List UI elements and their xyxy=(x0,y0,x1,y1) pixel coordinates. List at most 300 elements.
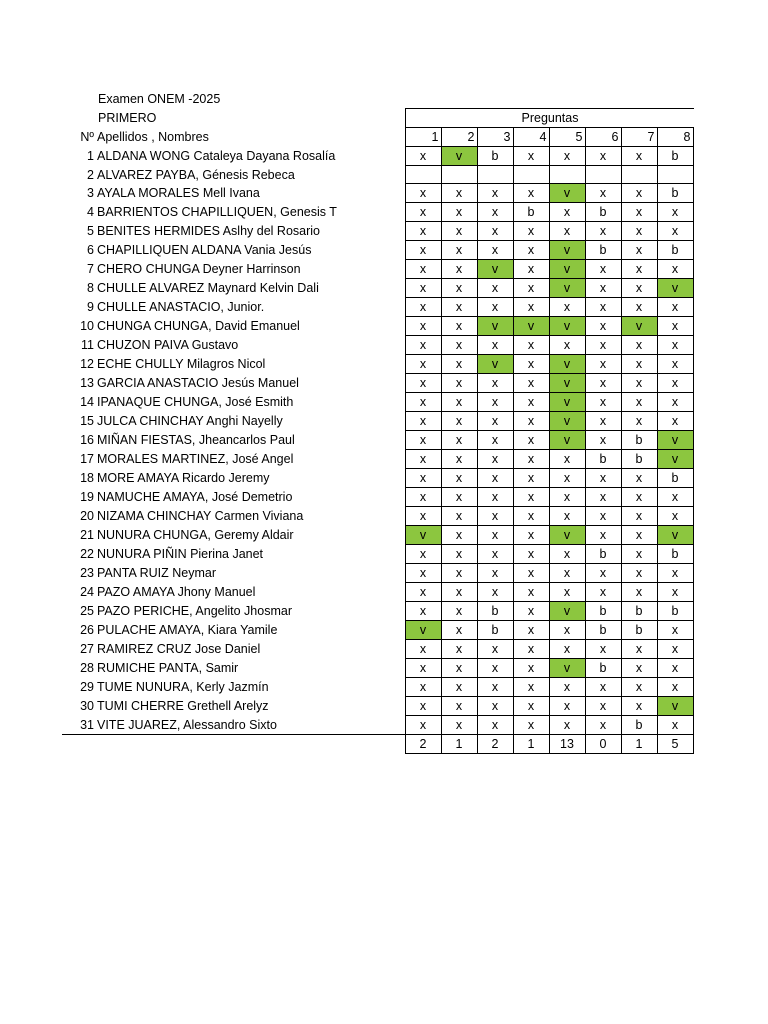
student-number: 13 xyxy=(80,376,94,391)
answer-cell[interactable]: x xyxy=(405,203,441,222)
answer-cell[interactable]: x xyxy=(585,222,621,241)
answer-cell[interactable]: x xyxy=(657,564,693,583)
answer-cell[interactable]: x xyxy=(585,393,621,412)
answer-cell[interactable]: x xyxy=(549,147,585,166)
student-row xyxy=(62,469,693,488)
answer-cell[interactable]: x xyxy=(441,526,477,545)
answer-cell[interactable]: x xyxy=(405,583,441,602)
answer-cell[interactable]: x xyxy=(441,431,477,450)
answer-cell[interactable]: x xyxy=(621,147,657,166)
answer-cell[interactable]: x xyxy=(441,488,477,507)
student-number: 14 xyxy=(80,395,94,410)
answer-cell[interactable]: v xyxy=(621,317,657,336)
answer-cell[interactable]: x xyxy=(405,298,441,317)
answer-cell[interactable]: v xyxy=(477,317,513,336)
answer-cell[interactable]: x xyxy=(549,621,585,640)
answer-cell[interactable]: x xyxy=(405,279,441,298)
question-number: 8 xyxy=(657,128,693,147)
answer-cell[interactable]: v xyxy=(549,260,585,279)
answer-cell[interactable]: x xyxy=(585,355,621,374)
answer-cell[interactable]: x xyxy=(405,678,441,697)
answer-cell[interactable]: x xyxy=(477,640,513,659)
answer-cell[interactable]: v xyxy=(549,317,585,336)
answer-cell[interactable]: x xyxy=(657,203,693,222)
answer-cell[interactable]: x xyxy=(513,393,549,412)
answer-cell[interactable]: v xyxy=(549,279,585,298)
answer-cell[interactable]: v xyxy=(405,621,441,640)
total-cell: 13 xyxy=(549,735,585,754)
answer-cell[interactable]: x xyxy=(477,678,513,697)
answer-cell[interactable]: x xyxy=(657,336,693,355)
answer-cell[interactable]: x xyxy=(405,374,441,393)
answer-cell[interactable]: x xyxy=(441,469,477,488)
answer-cell[interactable]: x xyxy=(513,716,549,735)
student-number: 26 xyxy=(80,623,94,638)
answer-cell[interactable]: x xyxy=(621,355,657,374)
answer-cell[interactable]: x xyxy=(477,507,513,526)
header-num: Nº xyxy=(80,130,94,144)
student-number: 15 xyxy=(80,414,94,429)
answer-cell[interactable]: b xyxy=(585,545,621,564)
answer-cell[interactable]: x xyxy=(513,678,549,697)
results-table xyxy=(62,127,694,754)
student-number: 18 xyxy=(80,471,94,486)
answer-cell[interactable]: x xyxy=(549,450,585,469)
answer-cell[interactable]: b xyxy=(657,147,693,166)
answer-cell[interactable]: x xyxy=(585,583,621,602)
answer-cell[interactable]: x xyxy=(441,678,477,697)
question-number: 2 xyxy=(441,128,477,147)
answer-cell[interactable]: x xyxy=(477,336,513,355)
student-row xyxy=(62,450,693,469)
answer-cell[interactable]: x xyxy=(513,260,549,279)
total-cell: 1 xyxy=(621,735,657,754)
answer-cell[interactable]: x xyxy=(585,678,621,697)
answer-cell[interactable]: x xyxy=(477,374,513,393)
answer-cell[interactable]: x xyxy=(441,507,477,526)
answer-cell[interactable]: x xyxy=(477,184,513,203)
answer-cell[interactable]: x xyxy=(621,678,657,697)
answer-cell[interactable]: x xyxy=(549,222,585,241)
answer-cell[interactable]: x xyxy=(405,317,441,336)
answer-cell[interactable]: x xyxy=(405,716,441,735)
answer-cell[interactable]: x xyxy=(441,450,477,469)
answer-cell[interactable]: x xyxy=(477,564,513,583)
answer-cell[interactable]: v xyxy=(549,393,585,412)
student-name: RUMICHE PANTA, Samir xyxy=(97,661,239,676)
answer-cell[interactable]: x xyxy=(585,431,621,450)
answer-cell[interactable]: x xyxy=(441,279,477,298)
answer-cell[interactable]: x xyxy=(441,583,477,602)
answer-cell[interactable]: x xyxy=(477,716,513,735)
answer-cell[interactable]: x xyxy=(405,431,441,450)
answer-cell[interactable]: x xyxy=(513,336,549,355)
answer-cell[interactable]: x xyxy=(477,222,513,241)
answer-cell[interactable]: b xyxy=(657,545,693,564)
student-row xyxy=(62,241,693,260)
answer-cell[interactable]: x xyxy=(657,317,693,336)
answer-cell[interactable]: x xyxy=(585,336,621,355)
answer-cell[interactable]: x xyxy=(549,583,585,602)
answer-cell[interactable]: x xyxy=(405,336,441,355)
answer-cell[interactable] xyxy=(585,166,621,184)
answer-cell[interactable]: x xyxy=(513,355,549,374)
answer-cell[interactable]: b xyxy=(585,602,621,621)
answer-cell[interactable]: x xyxy=(441,545,477,564)
answer-cell[interactable]: x xyxy=(405,640,441,659)
answer-cell[interactable]: x xyxy=(477,279,513,298)
answer-cell[interactable]: x xyxy=(441,697,477,716)
answer-cell[interactable]: x xyxy=(585,317,621,336)
question-number: 7 xyxy=(621,128,657,147)
answer-cell[interactable] xyxy=(621,166,657,184)
answer-cell[interactable]: x xyxy=(477,431,513,450)
answer-cell[interactable]: x xyxy=(477,298,513,317)
answer-cell[interactable]: x xyxy=(657,583,693,602)
answer-cell[interactable]: x xyxy=(621,298,657,317)
answer-cell[interactable]: x xyxy=(513,374,549,393)
answer-cell[interactable]: x xyxy=(441,298,477,317)
student-name: CHAPILLIQUEN ALDANA Vania Jesús xyxy=(97,243,312,258)
answer-cell[interactable]: b xyxy=(477,602,513,621)
answer-cell[interactable]: x xyxy=(513,222,549,241)
student-name: NUNURA CHUNGA, Geremy Aldair xyxy=(97,528,294,543)
student-number: 16 xyxy=(80,433,94,448)
answer-cell[interactable]: x xyxy=(549,469,585,488)
answer-cell[interactable]: x xyxy=(585,298,621,317)
answer-cell[interactable]: x xyxy=(549,203,585,222)
answer-cell[interactable]: x xyxy=(477,583,513,602)
answer-cell[interactable]: x xyxy=(657,355,693,374)
totals-spacer xyxy=(62,735,95,754)
answer-cell[interactable]: b xyxy=(585,621,621,640)
answer-cell[interactable]: x xyxy=(477,488,513,507)
student-row xyxy=(62,336,693,355)
answer-cell[interactable]: x xyxy=(513,298,549,317)
question-number: 4 xyxy=(513,128,549,147)
answer-cell[interactable]: x xyxy=(585,716,621,735)
answer-cell[interactable]: x xyxy=(405,450,441,469)
answer-cell[interactable]: v xyxy=(441,147,477,166)
answer-cell[interactable]: x xyxy=(513,526,549,545)
student-name: BARRIENTOS CHAPILLIQUEN, Genesis T xyxy=(97,205,337,220)
student-number: 27 xyxy=(80,642,94,657)
answer-cell[interactable]: v xyxy=(549,659,585,678)
answer-cell[interactable]: x xyxy=(549,716,585,735)
answer-cell[interactable]: b xyxy=(621,450,657,469)
answer-cell[interactable]: x xyxy=(621,279,657,298)
student-row xyxy=(62,393,693,412)
answer-cell[interactable]: v xyxy=(549,184,585,203)
answer-cell[interactable]: x xyxy=(513,412,549,431)
answer-cell[interactable]: b xyxy=(585,241,621,260)
answer-cell[interactable]: x xyxy=(513,545,549,564)
answer-cell[interactable]: x xyxy=(441,222,477,241)
answer-cell[interactable]: x xyxy=(477,450,513,469)
answer-cell[interactable]: v xyxy=(657,526,693,545)
answer-cell[interactable]: b xyxy=(657,184,693,203)
answer-cell[interactable]: x xyxy=(513,583,549,602)
student-name: MORE AMAYA Ricardo Jeremy xyxy=(97,471,270,486)
answer-cell[interactable]: x xyxy=(549,564,585,583)
answer-cell[interactable]: b xyxy=(621,602,657,621)
answer-cell[interactable]: x xyxy=(549,507,585,526)
answer-cell[interactable]: v xyxy=(513,317,549,336)
answer-cell[interactable]: b xyxy=(585,203,621,222)
answer-cell[interactable]: x xyxy=(657,621,693,640)
answer-cell[interactable]: x xyxy=(477,412,513,431)
answer-cell[interactable]: x xyxy=(621,526,657,545)
answer-cell[interactable] xyxy=(549,166,585,184)
student-number: 30 xyxy=(80,699,94,714)
answer-cell[interactable]: x xyxy=(405,469,441,488)
answer-cell[interactable]: x xyxy=(657,412,693,431)
answer-cell[interactable]: x xyxy=(585,488,621,507)
answer-cell[interactable]: x xyxy=(621,241,657,260)
answer-cell[interactable]: x xyxy=(621,374,657,393)
answer-cell[interactable]: x xyxy=(405,545,441,564)
answer-cell[interactable]: x xyxy=(513,507,549,526)
answer-cell[interactable]: x xyxy=(657,374,693,393)
answer-cell[interactable]: x xyxy=(441,602,477,621)
answer-cell[interactable]: x xyxy=(585,184,621,203)
answer-cell[interactable]: x xyxy=(513,602,549,621)
answer-cell[interactable]: v xyxy=(549,431,585,450)
answer-cell[interactable]: x xyxy=(549,640,585,659)
student-number: 25 xyxy=(80,604,94,619)
student-number: 1 xyxy=(87,149,94,163)
student-row xyxy=(62,374,693,393)
answer-cell[interactable]: x xyxy=(477,203,513,222)
answer-cell[interactable]: b xyxy=(477,621,513,640)
answer-cell[interactable]: x xyxy=(585,564,621,583)
student-name: NUNURA PIÑIN Pierina Janet xyxy=(97,547,264,562)
answer-cell[interactable]: x xyxy=(585,640,621,659)
answer-cell[interactable]: x xyxy=(441,640,477,659)
student-row xyxy=(62,298,693,317)
answer-cell[interactable]: x xyxy=(405,488,441,507)
student-number: 28 xyxy=(80,661,94,676)
answer-cell[interactable]: x xyxy=(477,659,513,678)
answer-cell[interactable]: x xyxy=(657,640,693,659)
answer-cell[interactable]: x xyxy=(405,147,441,166)
answer-cell[interactable]: x xyxy=(477,393,513,412)
answer-cell[interactable]: v xyxy=(549,355,585,374)
total-cell: 2 xyxy=(477,735,513,754)
answer-cell[interactable]: b xyxy=(657,241,693,260)
student-name: CHULLE ALVAREZ Maynard Kelvin Dali xyxy=(97,281,319,296)
answer-cell[interactable]: x xyxy=(441,621,477,640)
student-row xyxy=(62,355,693,374)
answer-cell[interactable]: x xyxy=(549,488,585,507)
answer-cell[interactable]: b xyxy=(585,450,621,469)
student-number: 10 xyxy=(80,319,94,334)
answer-cell[interactable]: x xyxy=(513,241,549,260)
answer-cell[interactable]: x xyxy=(621,564,657,583)
answer-cell[interactable]: x xyxy=(657,260,693,279)
answer-cell[interactable]: x xyxy=(585,374,621,393)
answer-cell[interactable]: v xyxy=(477,260,513,279)
answer-cell[interactable]: x xyxy=(513,659,549,678)
answer-cell[interactable]: v xyxy=(657,279,693,298)
answer-cell[interactable]: x xyxy=(657,298,693,317)
answer-cell[interactable]: b xyxy=(477,147,513,166)
student-row xyxy=(62,659,693,678)
answer-cell[interactable]: x xyxy=(621,203,657,222)
answer-cell[interactable]: v xyxy=(549,374,585,393)
answer-cell[interactable]: x xyxy=(585,507,621,526)
answer-cell[interactable] xyxy=(657,166,693,184)
answer-cell[interactable]: x xyxy=(621,184,657,203)
answer-cell[interactable]: b xyxy=(513,203,549,222)
answer-cell[interactable]: x xyxy=(657,659,693,678)
answer-cell[interactable]: x xyxy=(621,488,657,507)
answer-cell[interactable]: x xyxy=(477,469,513,488)
student-name: IPANAQUE CHUNGA, José Esmith xyxy=(97,395,294,410)
answer-cell[interactable]: x xyxy=(513,431,549,450)
student-name: PULACHE AMAYA, Kiara Yamile xyxy=(97,623,278,638)
answer-cell[interactable]: x xyxy=(621,545,657,564)
answer-cell[interactable]: v xyxy=(549,526,585,545)
student-row xyxy=(62,166,693,184)
answer-cell[interactable]: v xyxy=(657,431,693,450)
answer-cell[interactable]: x xyxy=(549,545,585,564)
answer-cell[interactable]: x xyxy=(441,659,477,678)
answer-cell[interactable]: v xyxy=(657,450,693,469)
answer-cell[interactable]: x xyxy=(441,241,477,260)
answer-cell[interactable]: x xyxy=(477,526,513,545)
answer-cell[interactable]: b xyxy=(621,621,657,640)
answer-cell[interactable] xyxy=(441,166,477,184)
answer-cell[interactable]: x xyxy=(441,355,477,374)
answer-cell[interactable]: v xyxy=(477,355,513,374)
answer-cell[interactable]: x xyxy=(441,412,477,431)
answer-cell[interactable]: x xyxy=(549,697,585,716)
answer-cell[interactable]: v xyxy=(549,602,585,621)
answer-cell[interactable]: x xyxy=(621,640,657,659)
answer-cell[interactable]: x xyxy=(513,488,549,507)
answer-cell[interactable]: x xyxy=(657,222,693,241)
answer-cell[interactable]: x xyxy=(585,147,621,166)
answer-cell[interactable]: x xyxy=(477,545,513,564)
answer-cell[interactable]: x xyxy=(513,697,549,716)
answer-cell[interactable] xyxy=(513,166,549,184)
answer-cell[interactable]: x xyxy=(585,412,621,431)
answer-cell[interactable]: v xyxy=(549,241,585,260)
student-row xyxy=(62,640,693,659)
answer-cell[interactable]: x xyxy=(621,412,657,431)
answer-cell[interactable]: x xyxy=(657,678,693,697)
answer-cell[interactable]: b xyxy=(621,716,657,735)
answer-cell[interactable]: x xyxy=(405,393,441,412)
answer-cell[interactable]: v xyxy=(657,697,693,716)
student-name: CHULLE ANASTACIO, Junior. xyxy=(97,300,265,315)
answer-cell[interactable]: x xyxy=(405,241,441,260)
answer-cell[interactable]: x xyxy=(513,147,549,166)
answer-cell[interactable]: x xyxy=(405,507,441,526)
answer-cell[interactable]: x xyxy=(585,279,621,298)
answer-cell[interactable]: x xyxy=(513,621,549,640)
student-number: 21 xyxy=(80,528,94,543)
answer-cell[interactable]: x xyxy=(441,564,477,583)
answer-cell[interactable]: x xyxy=(621,336,657,355)
answer-cell[interactable]: x xyxy=(441,184,477,203)
answer-cell[interactable]: x xyxy=(621,260,657,279)
answer-cell[interactable] xyxy=(405,166,441,184)
answer-cell[interactable]: x xyxy=(405,184,441,203)
answer-cell[interactable]: x xyxy=(513,279,549,298)
answer-cell[interactable]: x xyxy=(405,355,441,374)
answer-cell[interactable] xyxy=(477,166,513,184)
answer-cell[interactable]: x xyxy=(621,659,657,678)
student-name: VITE JUAREZ, Alessandro Sixto xyxy=(95,716,405,735)
answer-cell[interactable]: x xyxy=(657,393,693,412)
answer-cell[interactable]: x xyxy=(441,374,477,393)
answer-cell[interactable]: x xyxy=(621,583,657,602)
answer-cell[interactable]: x xyxy=(441,716,477,735)
student-row xyxy=(62,526,693,545)
answer-cell[interactable]: x xyxy=(405,260,441,279)
answer-cell[interactable]: b xyxy=(585,659,621,678)
answer-cell[interactable]: b xyxy=(621,431,657,450)
student-row xyxy=(62,147,693,166)
student-number: 17 xyxy=(80,452,94,467)
answer-cell[interactable]: x xyxy=(621,393,657,412)
answer-cell[interactable]: x xyxy=(405,564,441,583)
answer-cell[interactable]: x xyxy=(405,697,441,716)
answer-cell[interactable]: x xyxy=(513,450,549,469)
answer-cell[interactable]: x xyxy=(621,469,657,488)
answer-cell[interactable]: x xyxy=(513,564,549,583)
answer-cell[interactable]: x xyxy=(441,317,477,336)
answer-cell[interactable]: x xyxy=(585,469,621,488)
answer-cell[interactable]: x xyxy=(585,526,621,545)
answer-cell[interactable]: x xyxy=(477,697,513,716)
answer-cell[interactable]: x xyxy=(405,412,441,431)
answer-cell[interactable]: x xyxy=(477,241,513,260)
answer-cell[interactable]: x xyxy=(441,203,477,222)
answer-cell[interactable]: b xyxy=(657,602,693,621)
answer-cell[interactable]: x xyxy=(441,393,477,412)
answer-cell[interactable]: x xyxy=(441,336,477,355)
student-name: TUMI CHERRE Grethell Arelyz xyxy=(97,699,269,714)
answer-cell[interactable]: x xyxy=(441,260,477,279)
answer-cell[interactable]: v xyxy=(405,526,441,545)
answer-cell[interactable]: x xyxy=(585,697,621,716)
answer-cell[interactable]: x xyxy=(549,336,585,355)
answer-cell[interactable]: x xyxy=(621,222,657,241)
answer-cell[interactable]: x xyxy=(405,222,441,241)
answer-cell[interactable]: x xyxy=(513,469,549,488)
answer-cell[interactable]: x xyxy=(585,260,621,279)
answer-cell[interactable]: x xyxy=(621,507,657,526)
answer-cell[interactable]: x xyxy=(405,659,441,678)
answer-cell[interactable]: x xyxy=(513,640,549,659)
answer-cell[interactable]: x xyxy=(549,678,585,697)
answer-cell[interactable]: x xyxy=(513,184,549,203)
answer-cell[interactable]: v xyxy=(549,412,585,431)
answer-cell[interactable]: b xyxy=(657,469,693,488)
answer-cell[interactable]: x xyxy=(657,507,693,526)
answer-cell[interactable]: x xyxy=(657,716,693,735)
student-row xyxy=(62,507,693,526)
answer-cell[interactable]: x xyxy=(405,602,441,621)
answer-cell[interactable]: x xyxy=(621,697,657,716)
student-row xyxy=(62,184,693,203)
answer-cell[interactable]: x xyxy=(549,298,585,317)
student-number: 31 xyxy=(62,716,95,735)
answer-cell[interactable]: x xyxy=(657,488,693,507)
